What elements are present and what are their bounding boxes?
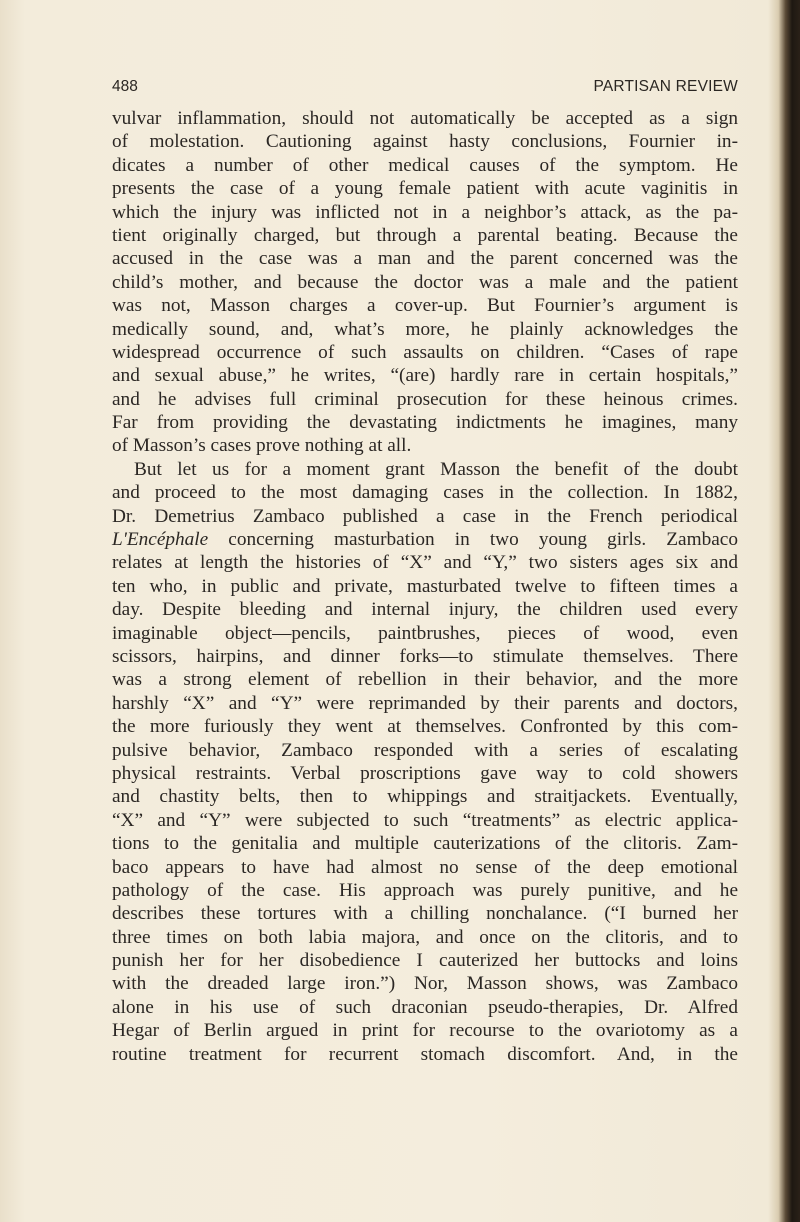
- italic-title: L'Encéphale: [112, 529, 209, 551]
- text-line: ten who, in public and private, masturbated twelve to fifteen times a: [112, 575, 738, 597]
- text-line: and chastity belts, then to whippings and straitjackets. Eventually,: [112, 786, 738, 808]
- text-line: presents the case of a young female patient with acute vaginitis in: [112, 178, 738, 200]
- text-line: harshly “X” and “Y” were reprimanded by their parents and doctors,: [112, 692, 738, 714]
- text-line: was not, Masson charges a cover-up. But Fournier’s argument is: [112, 295, 738, 317]
- page-number: 488: [112, 78, 138, 95]
- text-line: relates at length the histories of “X” and “Y,” two sisters ages six and: [112, 552, 738, 574]
- journal-title: PARTISAN REVIEW: [593, 78, 738, 95]
- text-line: of Masson’s cases prove nothing at all.: [112, 435, 412, 457]
- text-line: vulvar inflammation, should not automatically be accepted as a sign: [112, 108, 738, 129]
- text-line: and proceed to the most damaging cases in the collection. In 1882,: [112, 482, 738, 504]
- text-line: L'Encéphale concerning masturbation in two young girls. Zambaco: [112, 529, 738, 551]
- text-line: pathology of the case. His approach was purely punitive, and he: [112, 879, 738, 901]
- text-line: “X” and “Y” were subjected to such “treatments” as electric applica-: [112, 809, 738, 831]
- text-line: and he advises full criminal prosecution for these heinous crimes.: [112, 388, 738, 410]
- paragraph: [112, 107, 738, 458]
- text-line: describes these tortures with a chilling nonchalance. (“I burned her: [112, 903, 738, 925]
- running-header: [112, 78, 738, 100]
- text-line: tions to the genitalia and multiple cauterizations of the clitoris. Zam-: [112, 833, 738, 855]
- text-line: day. Despite bleeding and internal injury, the children used every: [112, 599, 738, 621]
- text-line: punish her for her disobedience I cauterized her buttocks and loins: [112, 950, 738, 972]
- text-line: alone in his use of such draconian pseudo-therapies, Dr. Alfred: [112, 996, 738, 1018]
- text-line: Far from providing the devastating indictments he imagines, many: [112, 412, 738, 434]
- text-line: Hegar of Berlin argued in print for recourse to the ovariotomy as a: [112, 1020, 738, 1042]
- text-line: But let us for a moment grant Masson the benefit of the doubt: [134, 458, 738, 480]
- text-line: dicates a number of other medical causes of the symptom. He: [112, 154, 738, 176]
- text-line: routine treatment for recurrent stomach discomfort. And, in the: [112, 1043, 738, 1065]
- text-line: baco appears to have had almost no sense of the deep emotional: [112, 856, 738, 878]
- text-line: Dr. Demetrius Zambaco published a case in the French periodical: [112, 505, 738, 527]
- text-line: medically sound, and, what’s more, he plainly acknowledges the: [112, 318, 738, 340]
- text-line: was a strong element of rebellion in their behavior, and the more: [112, 669, 738, 691]
- text-line: accused in the case was a man and the parent concerned was the: [112, 248, 738, 270]
- text-line: tient originally charged, but through a parental beating. Because the: [112, 224, 738, 246]
- text-line: pulsive behavior, Zambaco responded with a series of escalating: [112, 739, 738, 761]
- text-line: of molestation. Cautioning against hasty conclusions, Fournier in-: [112, 131, 738, 153]
- paragraph: [112, 458, 738, 1066]
- text-line: and sexual abuse,” he writes, “(are) hardly rare in certain hospitals,”: [112, 365, 738, 387]
- body-text: [112, 107, 738, 1066]
- text-line: three times on both labia majora, and once on the clitoris, and to: [112, 926, 738, 948]
- text-line: widespread occurrence of such assaults on children. “Cases of rape: [112, 341, 738, 363]
- text-line: the more furiously they went at themselves. Confronted by this com-: [112, 716, 738, 738]
- text-line: scissors, hairpins, and dinner forks—to stimulate themselves. There: [112, 645, 738, 667]
- text-line: child’s mother, and because the doctor was a male and the patient: [112, 271, 738, 293]
- text-line: with the dreaded large iron.”) Nor, Masson shows, was Zambaco: [112, 973, 738, 995]
- text-line: which the injury was inflicted not in a neighbor’s attack, as the pa-: [112, 201, 738, 223]
- text-line: physical restraints. Verbal proscriptions gave way to cold showers: [112, 762, 738, 784]
- text-line: imaginable object—pencils, paintbrushes, pieces of wood, even: [112, 622, 738, 644]
